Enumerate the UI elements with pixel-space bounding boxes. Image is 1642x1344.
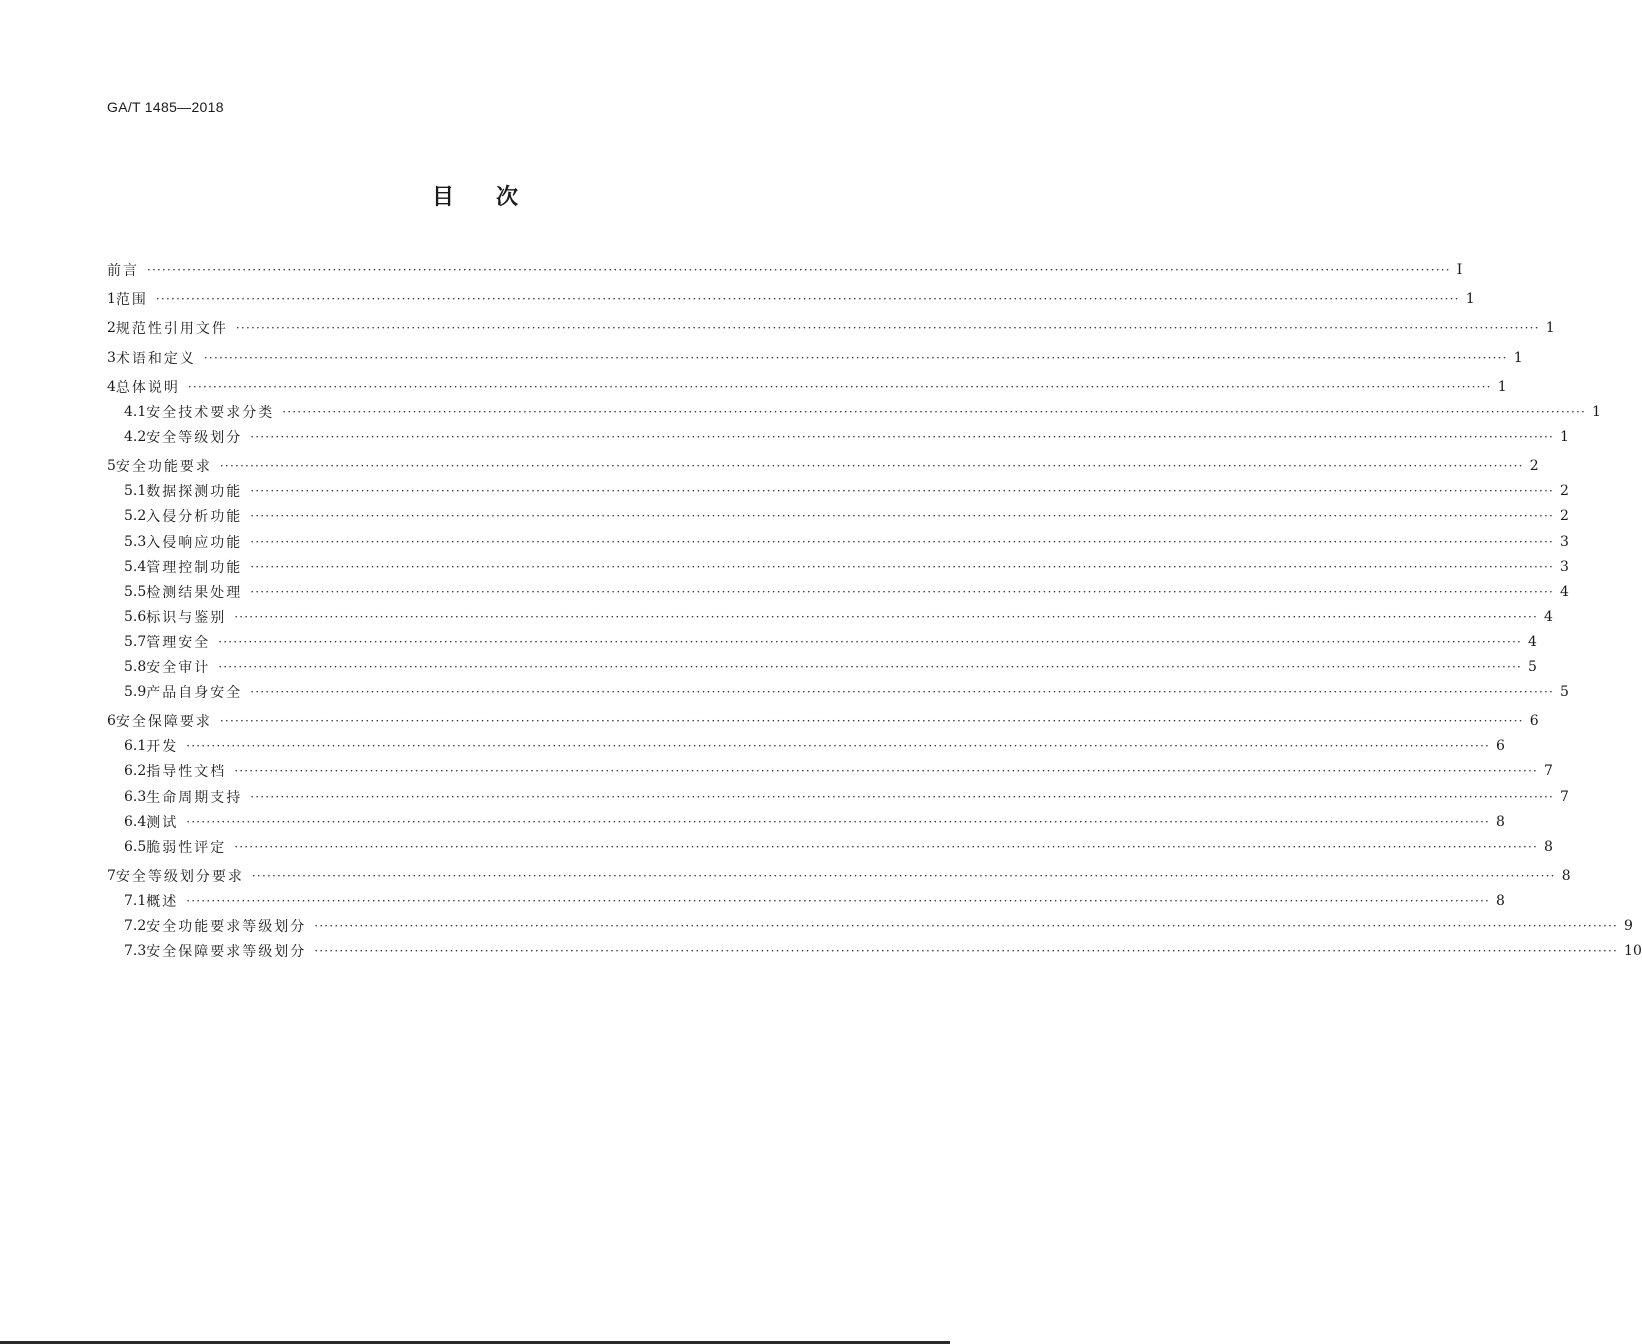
toc-entry-page: 5 <box>1560 684 1569 700</box>
toc-entry-number: 4.2 <box>124 429 147 445</box>
dot-leader: ···································································································································································································································································· <box>250 790 1555 804</box>
toc-entry-label: 安全保障要求等级划分 <box>146 944 307 960</box>
toc-entry-number: 7.1 <box>124 893 147 909</box>
dot-leader: ···································································································································································································································································· <box>250 685 1555 699</box>
toc-entry-page: 8 <box>1496 814 1505 830</box>
toc-entry-number: 4.1 <box>124 404 147 420</box>
toc-entry-number: 6.5 <box>124 839 147 855</box>
toc-entry-label: 安全等级划分要求 <box>115 869 244 885</box>
toc-entry-number: 6.1 <box>124 738 147 754</box>
toc-entry-number: 3 <box>107 350 116 366</box>
dot-leader: ···································································································································································································································································· <box>155 292 1460 306</box>
dot-leader: ···································································································································································································································································· <box>250 585 1555 599</box>
toc-entry-label: 前言 <box>107 263 139 279</box>
toc-entry[interactable] <box>107 531 1569 553</box>
dot-leader: ···································································································································································································································································· <box>250 509 1555 523</box>
toc-entry-page: 1 <box>1465 291 1475 307</box>
dot-leader: ···································································································································································································································································· <box>250 484 1555 498</box>
toc-entry-number: 7.3 <box>124 943 147 959</box>
toc-entry-number: 1 <box>107 291 116 307</box>
toc-entry[interactable] <box>107 455 1539 477</box>
toc-entry-page: 4 <box>1560 584 1569 600</box>
toc-entry-number: 5.9 <box>124 684 147 700</box>
toc-entry-page: 2 <box>1560 483 1569 499</box>
toc-entry-number: 7.2 <box>124 918 147 934</box>
toc-entry[interactable] <box>107 606 1553 628</box>
toc-entry-label: 脆弱性评定 <box>146 840 227 856</box>
toc-entry-number: 5.6 <box>124 609 147 625</box>
toc-entry-page: 8 <box>1496 893 1505 909</box>
dot-leader: ···································································································································································································································································· <box>282 405 1587 419</box>
toc-entry[interactable] <box>107 656 1537 678</box>
toc-entry[interactable] <box>107 786 1569 808</box>
toc-entry-label: 安全功能要求 <box>115 459 212 475</box>
toc-entry-page: 7 <box>1544 763 1553 779</box>
dot-leader: ···································································································································································································································································· <box>187 380 1492 394</box>
toc-entry[interactable] <box>107 288 1475 310</box>
toc-entry-page: 1 <box>1545 320 1555 336</box>
toc-title: 目次 <box>431 185 560 210</box>
toc-entry-label: 管理控制功能 <box>146 560 243 576</box>
toc-entry-number: 4 <box>107 379 116 395</box>
toc-entry-label: 安全审计 <box>146 660 211 676</box>
toc-entry[interactable] <box>107 376 1507 398</box>
toc-entry-page: 6 <box>1529 713 1539 729</box>
dot-leader: ···································································································································································································································································· <box>186 894 1491 908</box>
toc-entry[interactable] <box>107 505 1569 527</box>
toc-entry-label: 术语和定义 <box>115 351 196 367</box>
toc-entry-page: 4 <box>1528 634 1537 650</box>
toc-entry-label: 概述 <box>146 894 179 910</box>
toc-entry-page: 2 <box>1560 508 1569 524</box>
toc-entry-label: 安全技术要求分类 <box>146 405 275 421</box>
toc-entry-number: 7 <box>107 868 116 884</box>
toc-entry[interactable] <box>107 710 1539 732</box>
toc-entry-number: 5.3 <box>124 534 147 550</box>
toc-entry-page: 1 <box>1592 404 1601 420</box>
toc-entry-label: 产品自身安全 <box>146 685 243 701</box>
toc-entry-page: 3 <box>1560 534 1569 550</box>
toc-entry-page: 1 <box>1513 350 1523 366</box>
dot-leader: ···································································································································································································································································· <box>219 714 1524 728</box>
dot-leader: ···································································································································································································································································· <box>218 660 1523 674</box>
toc-entry[interactable] <box>107 760 1553 782</box>
toc-entry-page: 7 <box>1560 789 1569 805</box>
toc-entry[interactable] <box>107 890 1505 912</box>
toc-entry-number: 6.3 <box>124 789 147 805</box>
toc-entry-page: 8 <box>1561 868 1571 884</box>
toc-entry-number: 5.8 <box>124 659 147 675</box>
toc-entry[interactable] <box>107 631 1537 653</box>
toc-entry-page: 4 <box>1544 609 1553 625</box>
toc-entry-page: 2 <box>1529 458 1539 474</box>
toc-entry-label: 管理安全 <box>146 635 211 651</box>
toc-entry[interactable] <box>107 811 1505 833</box>
toc-entry-page: 3 <box>1560 559 1569 575</box>
toc-entry[interactable] <box>107 581 1569 603</box>
toc-entry[interactable] <box>107 915 1633 937</box>
toc-entry-label: 生命周期支持 <box>146 790 243 806</box>
toc-entry[interactable] <box>107 401 1601 423</box>
dot-leader: ···································································································································································································································································· <box>203 351 1508 365</box>
toc-entry[interactable] <box>107 426 1569 448</box>
dot-leader: ···································································································································································································································································· <box>250 560 1555 574</box>
toc-entry-number: 5.7 <box>124 634 147 650</box>
dot-leader: ···································································································································································································································································· <box>314 919 1619 933</box>
toc-entry-label: 测试 <box>146 815 179 831</box>
toc-entry-label: 安全功能要求等级划分 <box>146 919 307 935</box>
dot-leader: ···································································································································································································································································· <box>235 321 1540 335</box>
toc-entry[interactable] <box>107 556 1569 578</box>
toc-entry-label: 入侵分析功能 <box>146 509 243 525</box>
toc-entry-page: 9 <box>1624 918 1633 934</box>
toc-entry-number: 5.4 <box>124 559 147 575</box>
toc-entry-label: 规范性引用文件 <box>115 321 228 337</box>
toc-entry-page: 5 <box>1528 659 1537 675</box>
toc-entry-page: 10 <box>1624 943 1642 959</box>
toc-entry-number: 5 <box>107 458 116 474</box>
toc-entry[interactable] <box>107 865 1571 887</box>
toc-entry-label: 检测结果处理 <box>146 585 243 601</box>
toc-entry-page: 8 <box>1544 839 1553 855</box>
toc-entry-number: 5.1 <box>124 483 147 499</box>
toc-entry-number: 6 <box>107 713 116 729</box>
toc-entry[interactable] <box>107 259 1463 281</box>
toc-entry-label: 范围 <box>115 292 148 308</box>
toc-entry-label: 数据探测功能 <box>146 484 243 500</box>
toc-entry[interactable] <box>107 940 1642 962</box>
toc-entry-label: 标识与鉴别 <box>146 610 227 626</box>
toc-entry[interactable] <box>107 480 1569 502</box>
standard-code: GA/T 1485—2018 <box>107 99 224 115</box>
dot-leader: ···································································································································································································································································· <box>186 815 1491 829</box>
dot-leader: ···································································································································································································································································· <box>234 610 1539 624</box>
dot-leader: ···································································································································································································································································· <box>314 944 1619 958</box>
dot-leader: ···································································································································································································································································· <box>234 840 1539 854</box>
toc-entry-label: 指导性文档 <box>146 764 227 780</box>
dot-leader: ···································································································································································································································································· <box>218 635 1523 649</box>
toc-entry-page: 6 <box>1496 738 1505 754</box>
toc-entry-page: Ⅰ <box>1456 262 1463 278</box>
dot-leader: ···································································································································································································································································· <box>251 869 1556 883</box>
toc-entry[interactable] <box>107 836 1553 858</box>
toc-entry[interactable] <box>107 681 1569 703</box>
toc-entry[interactable] <box>107 347 1523 369</box>
dot-leader: ···································································································································································································································································· <box>250 430 1555 444</box>
dot-leader: ···································································································································································································································································· <box>186 739 1491 753</box>
toc-entry-label: 入侵响应功能 <box>146 535 243 551</box>
toc-entry-number: 2 <box>107 320 116 336</box>
dot-leader: ···································································································································································································································································· <box>147 263 1451 277</box>
toc-entry-label: 安全等级划分 <box>146 430 243 446</box>
toc-entry-label: 安全保障要求 <box>115 714 212 730</box>
toc-entry-label: 总体说明 <box>115 380 180 396</box>
toc-entry-number: 5.5 <box>124 584 147 600</box>
dot-leader: ···································································································································································································································································· <box>250 535 1555 549</box>
toc-entry[interactable] <box>107 735 1505 757</box>
toc-entry-number: 5.2 <box>124 508 147 524</box>
dot-leader: ···································································································································································································································································· <box>234 764 1539 778</box>
toc-entry-page: 1 <box>1560 429 1569 445</box>
toc-entry[interactable] <box>107 317 1555 339</box>
toc-entry-label: 开发 <box>146 739 179 755</box>
toc-entry-number: 6.2 <box>124 763 147 779</box>
dot-leader: ···································································································································································································································································· <box>219 459 1524 473</box>
toc-entry-page: 1 <box>1497 379 1507 395</box>
toc-entry-number: 6.4 <box>124 814 147 830</box>
